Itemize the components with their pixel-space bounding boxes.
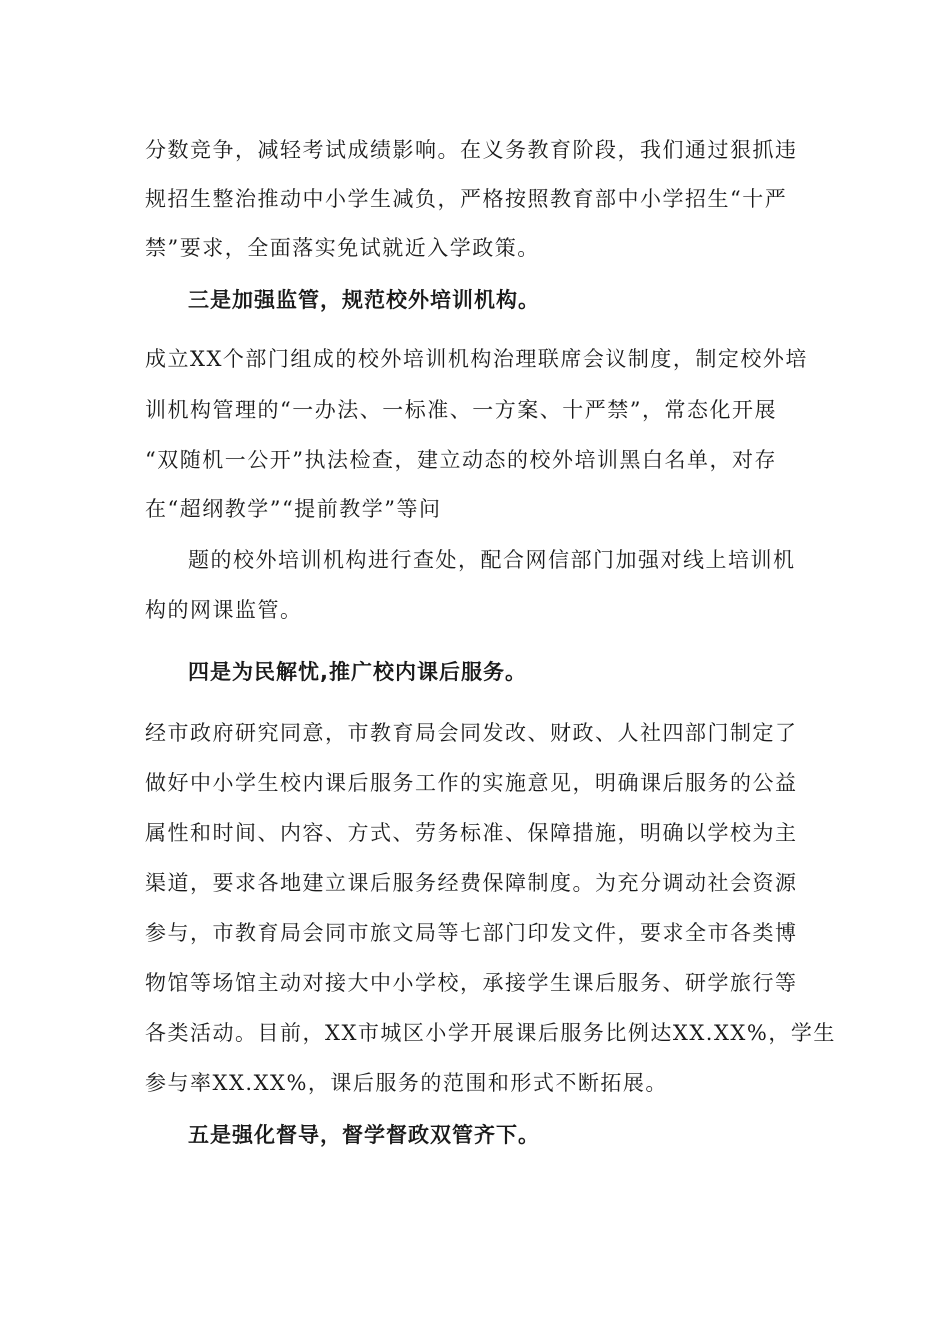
- section-heading-5: 五是强化督导，督学督政双管齐下。: [188, 1123, 540, 1147]
- body-text-line: 构的网课监管。: [145, 598, 303, 622]
- body-text-line: 参与，市教育局会同市旅文局等七部门印发文件，要求全市各类博: [145, 921, 798, 945]
- body-text-line: “双随机一公开”执法检查，建立动态的校外培训黑白名单，对存: [145, 448, 777, 472]
- body-text-line: 做好中小学生校内课后服务工作的实施意见，明确课后服务的公益: [145, 771, 798, 795]
- body-text-line: 渠道，要求各地建立课后服务经费保障制度。为充分调动社会资源: [145, 871, 798, 895]
- body-text-line: 训机构管理的“一办法、一标准、一方案、十严禁”，常态化开展: [145, 398, 777, 422]
- body-text-line: 物馆等场馆主动对接大中小学校，承接学生课后服务、研学旅行等: [145, 971, 798, 995]
- body-text-line: 禁”要求，全面落实免试就近入学政策。: [145, 236, 540, 260]
- body-text-line: 成立XX个部门组成的校外培训机构治理联席会议制度，制定校外培: [145, 347, 808, 371]
- body-text-line: 在“超纲教学”“提前教学”等问: [145, 497, 442, 521]
- body-text-line: 参与率XX.XX%，课后服务的范围和形式不断拓展。: [145, 1071, 668, 1095]
- section-heading-3: 三是加强监管，规范校外培训机构。: [188, 288, 540, 312]
- body-text-line: 经市政府研究同意，市教育局会同发改、财政、人社四部门制定了: [145, 721, 798, 745]
- section-heading-4: 四是为民解忧,推广校内课后服务。: [188, 660, 527, 684]
- body-text-line: 各类活动。目前，XX市城区小学开展课后服务比例达XX.XX%，学生: [145, 1021, 836, 1045]
- body-text-line: 规招生整治推动中小学生减负，严格按照教育部中小学招生“十严: [145, 187, 788, 211]
- body-text-line: 题的校外培训机构进行查处，配合网信部门加强对线上培训机: [188, 548, 796, 572]
- body-text-line: 分数竞争，减轻考试成绩影响。在义务教育阶段，我们通过狠抓违: [145, 138, 798, 162]
- body-text-line: 属性和时间、内容、方式、劳务标准、保障措施，明确以学校为主: [145, 821, 798, 845]
